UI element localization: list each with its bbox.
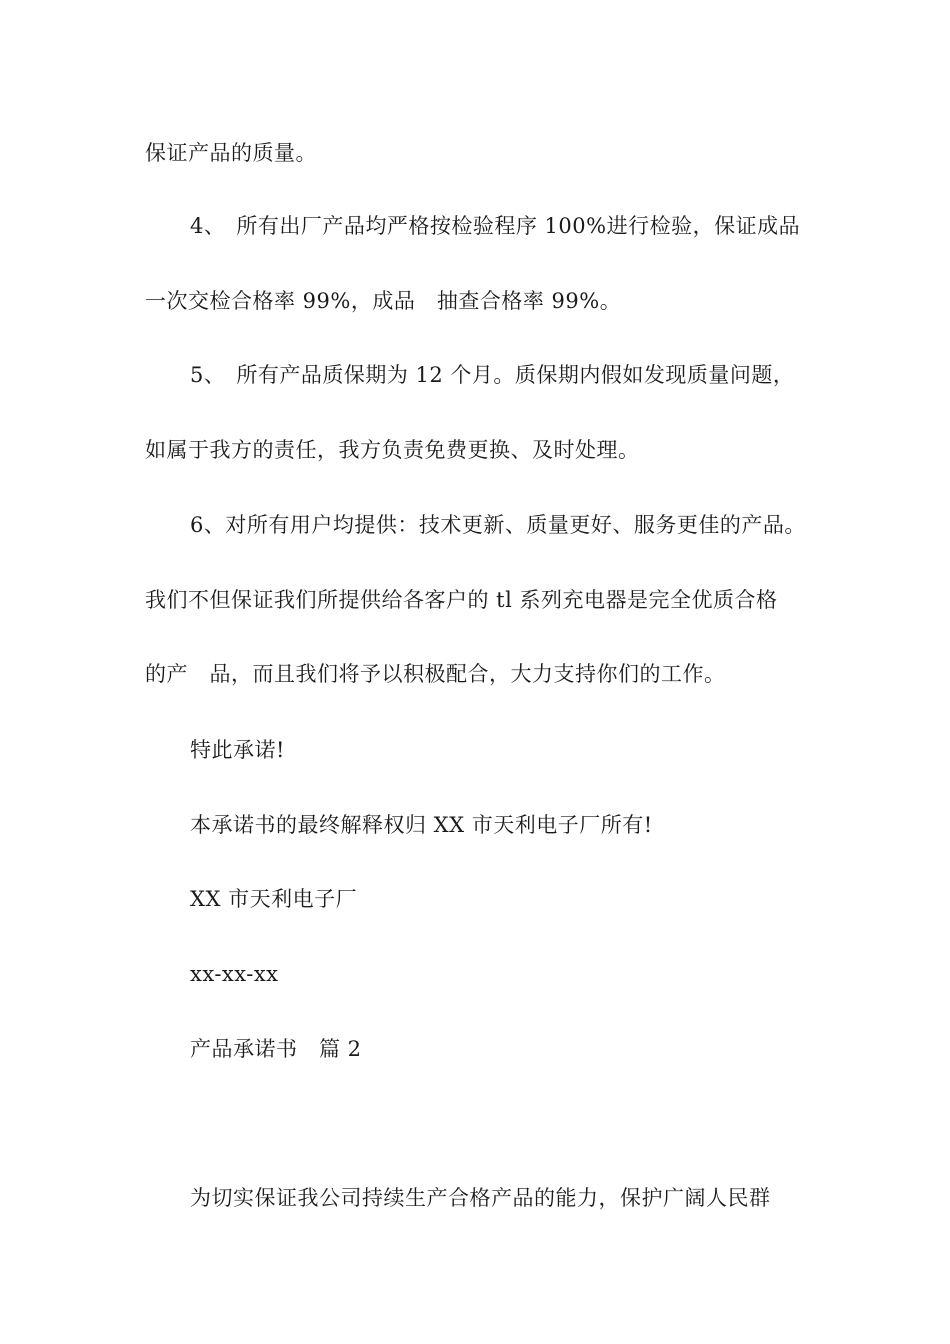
paragraph-line: 4、 所有出厂产品均严格按检验程序 100%进行检验，保证成品 [190, 214, 801, 238]
section-heading: 产品承诺书 篇 2 [190, 1037, 362, 1061]
signature-company: XX 市天利电子厂 [190, 887, 358, 911]
paragraph-line: 我们不但保证我们所提供给各客户的 tl 系列充电器是完全优质合格 [145, 588, 778, 612]
paragraph-line: 保证产品的质量。 [145, 141, 317, 165]
paragraph-line: 的产 品，而且我们将予以积极配合，大力支持你们的工作。 [145, 662, 726, 686]
signature-date: xx-xx-xx [190, 962, 279, 986]
paragraph-line: 本承诺书的最终解释权归 XX 市天利电子厂所有! [190, 813, 653, 837]
paragraph-line: 特此承诺! [190, 738, 285, 762]
paragraph-line: 一次交检合格率 99%，成品 抽查合格率 99%。 [145, 289, 622, 313]
paragraph-line: 为切实保证我公司持续生产合格产品的能力，保护广阔人民群 [190, 1186, 771, 1210]
paragraph-line: 6、对所有用户均提供：技术更新、质量更好、服务更佳的产品。 [190, 513, 806, 537]
paragraph-line: 如属于我方的责任，我方负责免费更换、及时处理。 [145, 438, 640, 462]
paragraph-line: 5、 所有产品质保期为 12 个月。质保期内假如发现质量问题， [190, 363, 795, 387]
